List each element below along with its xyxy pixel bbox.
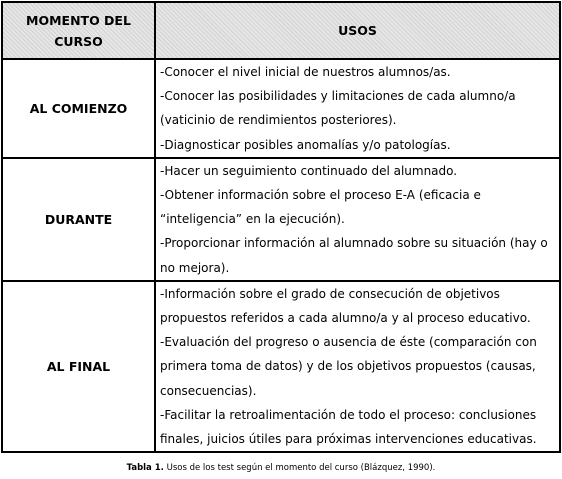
table-header-row bbox=[2, 2, 560, 59]
header-moment bbox=[2, 2, 155, 59]
table-row bbox=[2, 158, 560, 281]
moment-cell: AL FINAL bbox=[2, 281, 155, 452]
use-item: -Proporcionar información al alumnado sobre su situación (hay o no mejora). bbox=[160, 236, 548, 275]
use-item: -Hacer un seguimiento continuado del alumnado. bbox=[160, 163, 458, 178]
uses-cell bbox=[155, 59, 560, 158]
use-item: -Obtener información sobre el proceso E-A (eficacia e “inteligencia” en la ejecución). bbox=[160, 188, 481, 227]
moment-cell: DURANTE bbox=[2, 158, 155, 281]
caption-text: Usos de los test según el momento del curso (Blázquez, 1990). bbox=[166, 463, 436, 473]
table-row bbox=[2, 59, 560, 158]
header-uses bbox=[155, 2, 560, 59]
use-item: -Conocer el nivel inicial de nuestros alumnos/as. bbox=[160, 65, 451, 79]
uses-cell bbox=[155, 281, 560, 452]
use-item: -Información sobre el grado de consecución de objetivos propuestos referidos a cada alumno/a y al proceso educativo. bbox=[160, 286, 531, 326]
header-moment-label: MOMENTO DEL CURSO bbox=[26, 12, 131, 49]
use-item: -Evaluación del progreso o ausencia de éste (comparación con primera toma de datos) y de los objetivos propuestos (causas, consecuencias). bbox=[160, 335, 537, 398]
uses-table bbox=[1, 1, 561, 453]
caption-label: Tabla 1. bbox=[126, 463, 164, 473]
use-item: -Conocer las posibilidades y limitaciones de cada alumno/a (vaticinio de rendimientos posteriores). bbox=[160, 89, 516, 128]
moment-cell: AL COMIENZO bbox=[2, 59, 155, 158]
table-row bbox=[2, 281, 560, 452]
use-item: -Facilitar la retroalimentación de todo el proceso: conclusiones finales, juicios útiles para próximas intervenciones educativas. bbox=[160, 407, 537, 447]
use-item: -Diagnosticar posibles anomalías y/o patologías. bbox=[160, 137, 451, 152]
uses-cell bbox=[155, 158, 560, 281]
table-caption bbox=[0, 462, 562, 474]
header-uses-label: USOS bbox=[338, 23, 377, 38]
